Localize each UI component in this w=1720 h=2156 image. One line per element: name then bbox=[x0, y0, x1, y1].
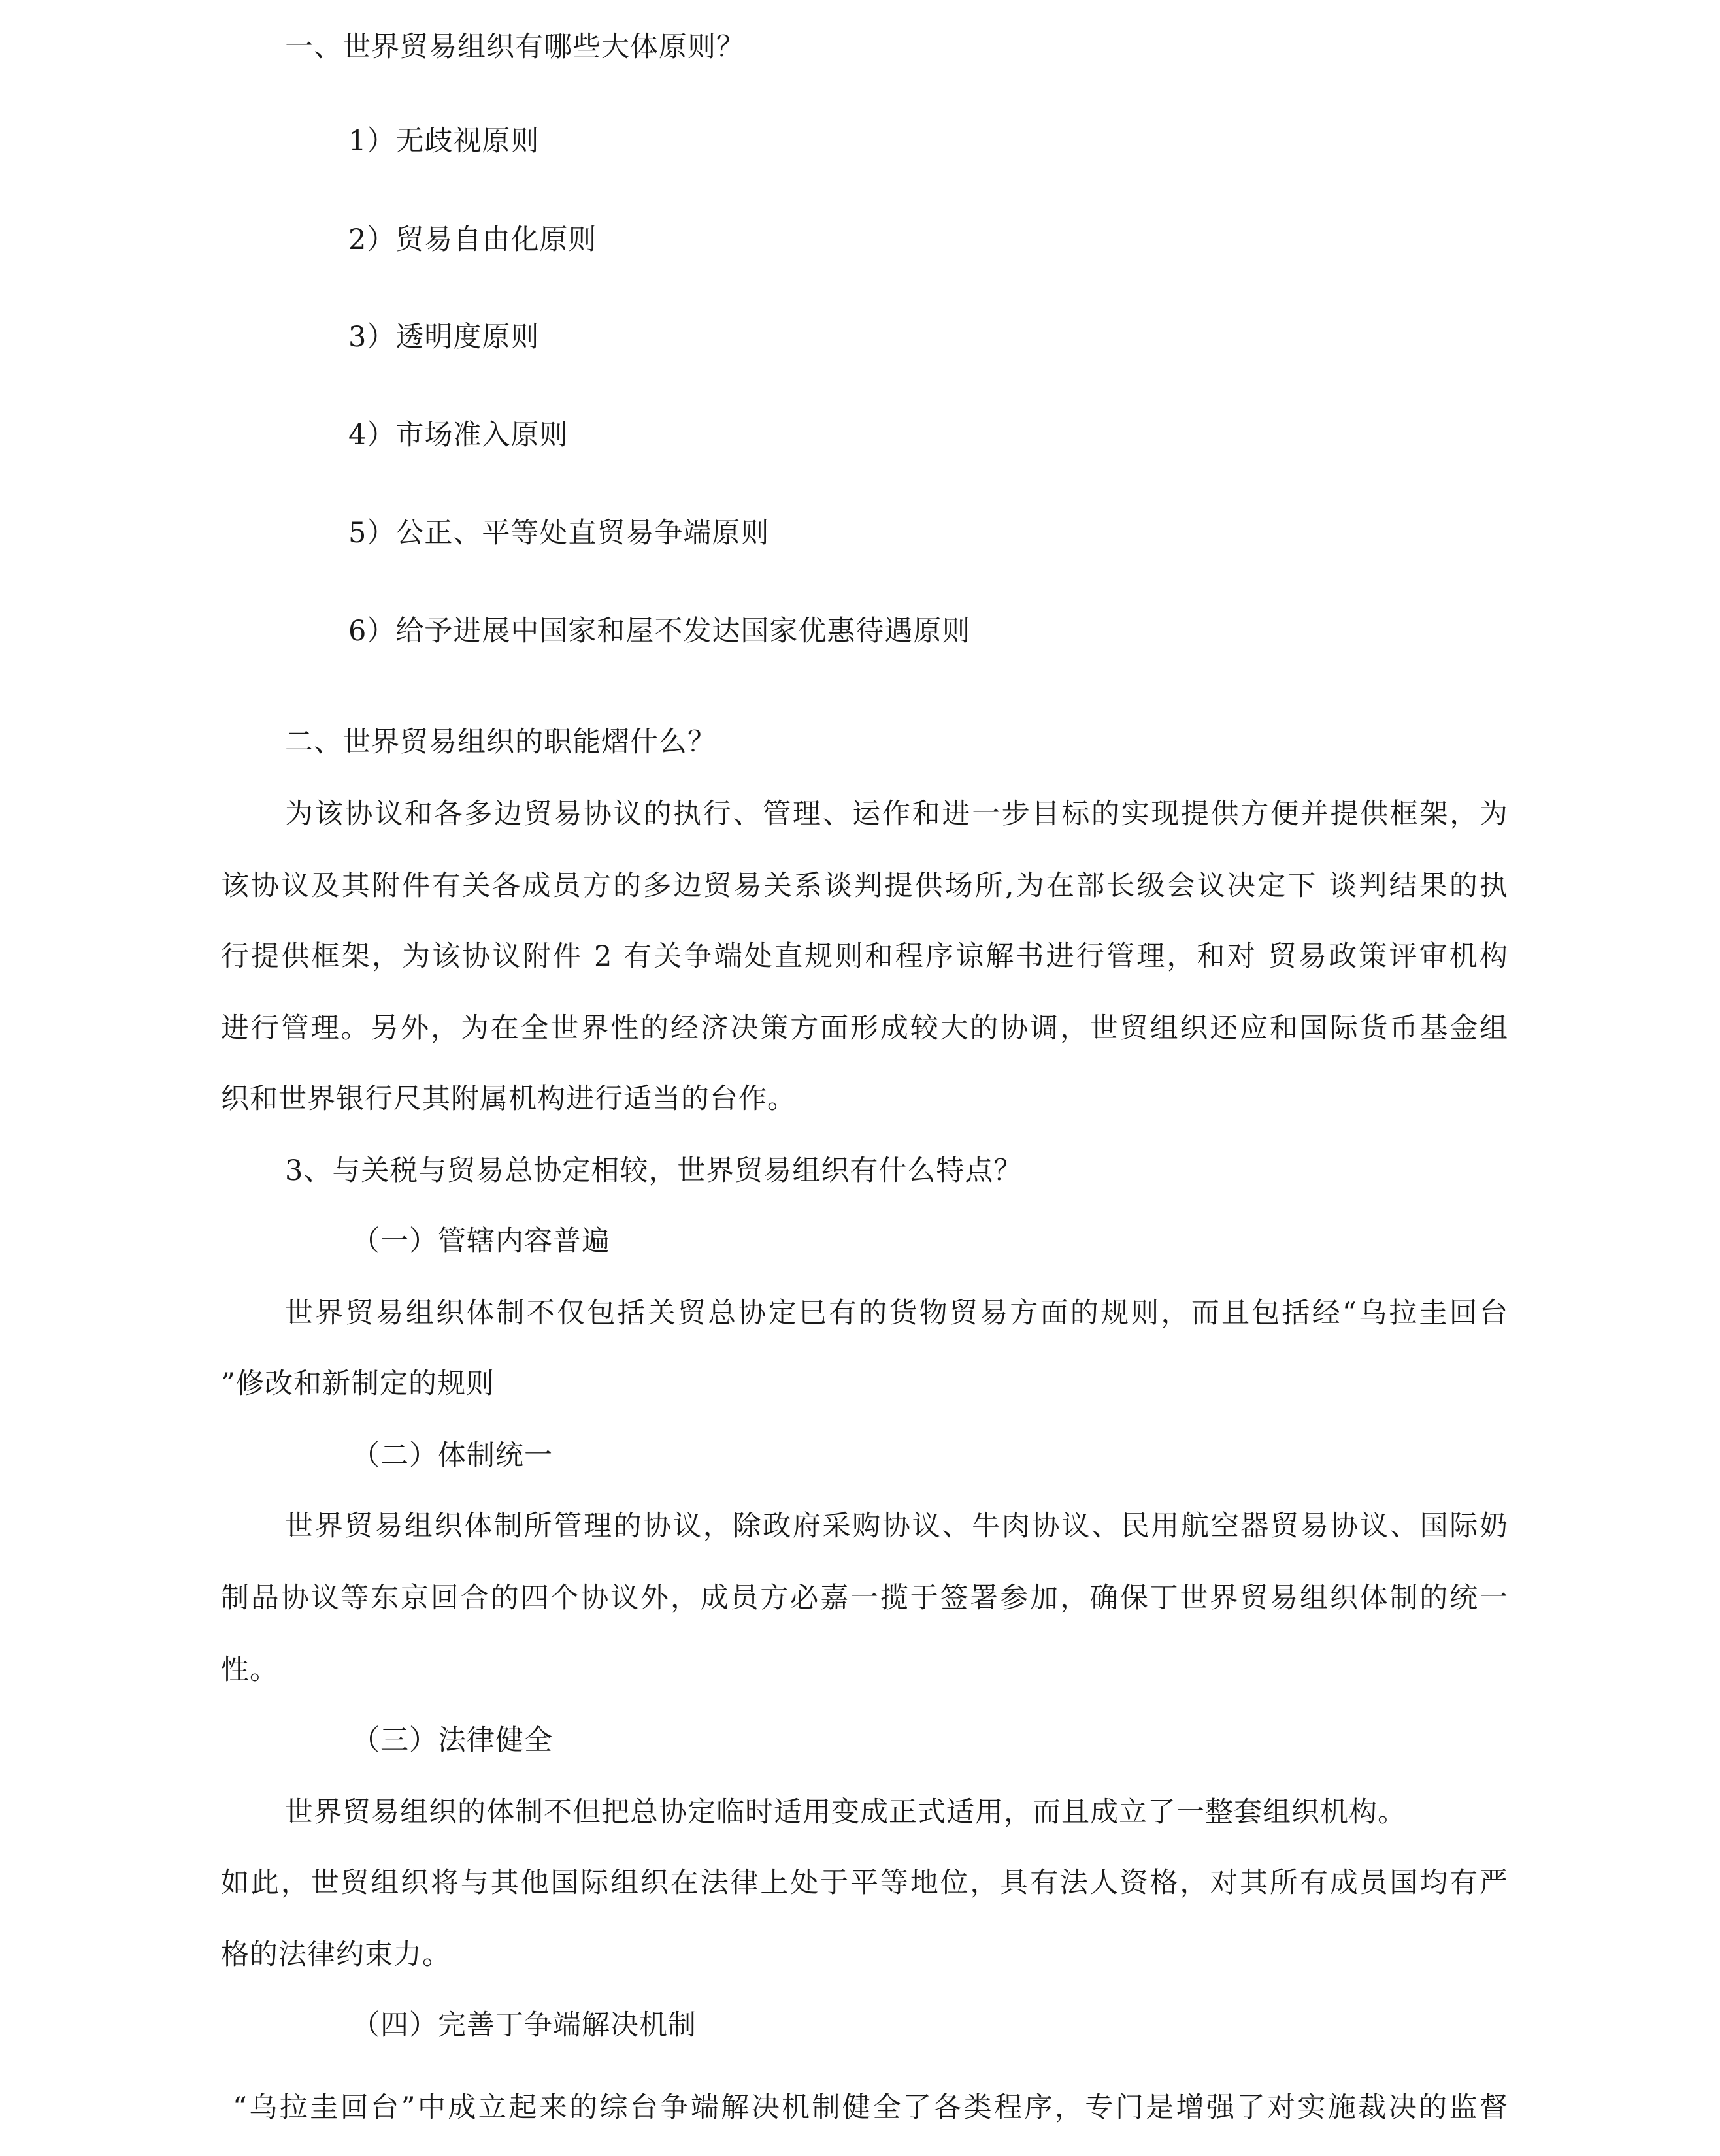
paragraph-line: 制品协议等东京回合的四个协议外，成员方必嘉一揽于签署参加，确保丁世界贸易组织体制的统一 bbox=[221, 1582, 1508, 1614]
subsection-heading: （四）完善丁争端解决机制 bbox=[352, 2009, 697, 2042]
paragraph-line: “乌拉圭回台”中成立起来的综台争端解决机制健全了各类程序，专门是增强了对实施裁决的监督 bbox=[233, 2091, 1508, 2124]
section-heading-features: 3、与关税与贸易总协定相较，世界贸易组织有什么特点？ bbox=[285, 1154, 1023, 1187]
paragraph-line: 进行管理。另外，为在全世界性的经济决策方面形成较大的协调，世贸组织还应和国际货币基金组 bbox=[221, 1012, 1508, 1045]
section-heading-principles: 一、世界贸易组织有哪些大体原则？ bbox=[285, 31, 745, 63]
paragraph-line: 为该协议和各多边贸易协议的执行、管理、运作和进一步目标的实现提供方便并提供框架，为 bbox=[285, 798, 1508, 830]
paragraph-line: 格的法律约束力。 bbox=[221, 1938, 451, 1971]
principle-item: 1）无歧视原则 bbox=[348, 125, 540, 157]
paragraph-line: 行提供框架，为该协议附件 2 有关争端处直规则和程序谅解书进行管理，和对 贸易政策评审机构 bbox=[221, 940, 1508, 973]
section-heading-functions: 二、世界贸易组织的职能熠什么？ bbox=[285, 726, 716, 759]
paragraph-line: 该协议及其附件有关各成员方的多边贸易关系谈判提供场所,为在部长级会议决定下 谈判结果的执 bbox=[221, 870, 1508, 902]
paragraph-line: 织和世界银行尺其附属机构进行适当的台作。 bbox=[221, 1083, 796, 1115]
paragraph-line: 世界贸易组织的体制不但把总协定临时适用变成正式适用，而且成立了一整套组织机构。 bbox=[285, 1796, 1406, 1829]
subsection-heading: （三）法律健全 bbox=[352, 1724, 553, 1757]
paragraph-line: 如此，世贸组织将与其他国际组织在法律上处于平等地位，具有法人资格，对其所有成员国均有严 bbox=[221, 1867, 1508, 1899]
principle-item: 2）贸易自由化原则 bbox=[348, 223, 597, 256]
paragraph-line: ”修改和新制定的规则 bbox=[221, 1367, 495, 1400]
principle-item: 4）市场准入原则 bbox=[348, 419, 569, 451]
paragraph-line: 性。 bbox=[221, 1654, 278, 1686]
principle-item: 6）给予进展中国家和屋不发达国家优惠待遇原则 bbox=[348, 615, 971, 647]
subsection-heading: （二）体制统一 bbox=[352, 1439, 553, 1472]
paragraph-line: 世界贸易组织体制所管理的协议，除政府采购协议、牛肉协议、民用航空器贸易协议、国际奶 bbox=[285, 1510, 1508, 1543]
principle-item: 5）公正、平等处直贸易争端原则 bbox=[348, 517, 770, 549]
principle-item: 3）透明度原则 bbox=[348, 321, 540, 353]
subsection-heading: （一）管辖内容普遍 bbox=[352, 1225, 610, 1258]
paragraph-line: 世界贸易组织体制不仅包括关贸总协定巳有的货物贸易方面的规则，而且包括经“乌拉圭回台 bbox=[285, 1297, 1508, 1330]
